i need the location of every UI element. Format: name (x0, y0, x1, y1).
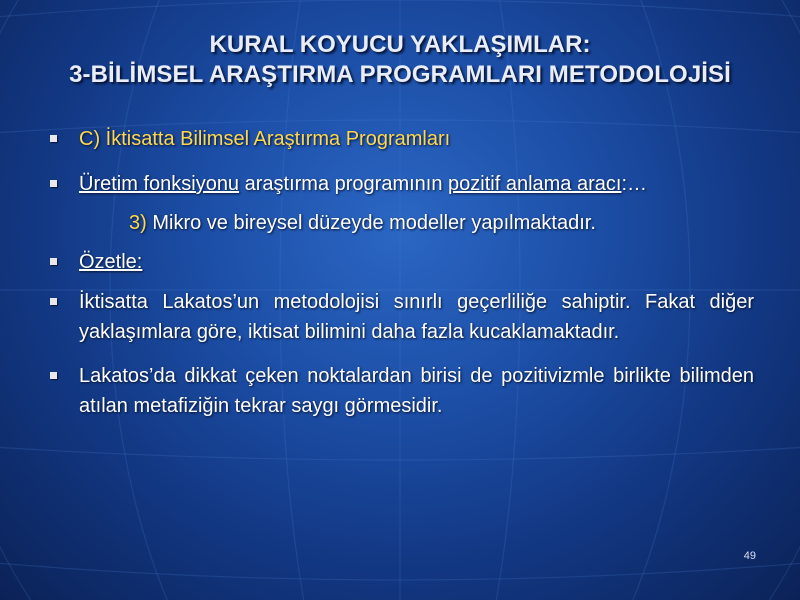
bullet-text: C) İktisatta Bilimsel Araştırma Programları (79, 128, 451, 150)
page-number: 49 (743, 550, 756, 562)
bullet-text: Özetle: (79, 251, 143, 273)
square-bullet-icon (50, 372, 57, 379)
list-item (48, 287, 754, 347)
bullet-list (48, 124, 754, 421)
sub-item (48, 208, 754, 238)
sub-item-number: 3) (129, 212, 147, 234)
bullet-text: :… (621, 173, 648, 195)
list-item (48, 247, 754, 277)
underlined-term: pozitif anlama aracı (448, 173, 622, 195)
bullet-text: Lakatos’da dikkat çeken noktalardan birisi de pozitivizmle birlikte bilimden atılan metafiziğin tekrar saygı görmesidir. (79, 365, 754, 417)
list-item (48, 361, 754, 421)
sub-item-text: Mikro ve bireysel düzeyde modeller yapılmaktadır. (146, 212, 596, 234)
square-bullet-icon (50, 180, 57, 187)
bullet-text: araştırma programının (239, 173, 449, 195)
title-line-2: 3-BİLİMSEL ARAŞTIRMA PROGRAMLARI METODOLOJİSİ (69, 61, 731, 88)
title-line-1: KURAL KOYUCU YAKLAŞIMLAR: (209, 31, 591, 58)
list-item (48, 124, 754, 154)
square-bullet-icon (50, 298, 57, 305)
slide-title (20, 30, 780, 90)
underlined-term: Üretim fonksiyonu (79, 173, 240, 195)
square-bullet-icon (50, 135, 57, 142)
list-item (48, 169, 754, 199)
square-bullet-icon (50, 258, 57, 265)
bullet-text: İktisatta Lakatos’un metodolojisi sınırlı geçerliliğe sahiptir. Fakat diğer yaklaşımlara göre, iktisat bilimini daha fazla kucaklamaktadır. (79, 291, 754, 343)
